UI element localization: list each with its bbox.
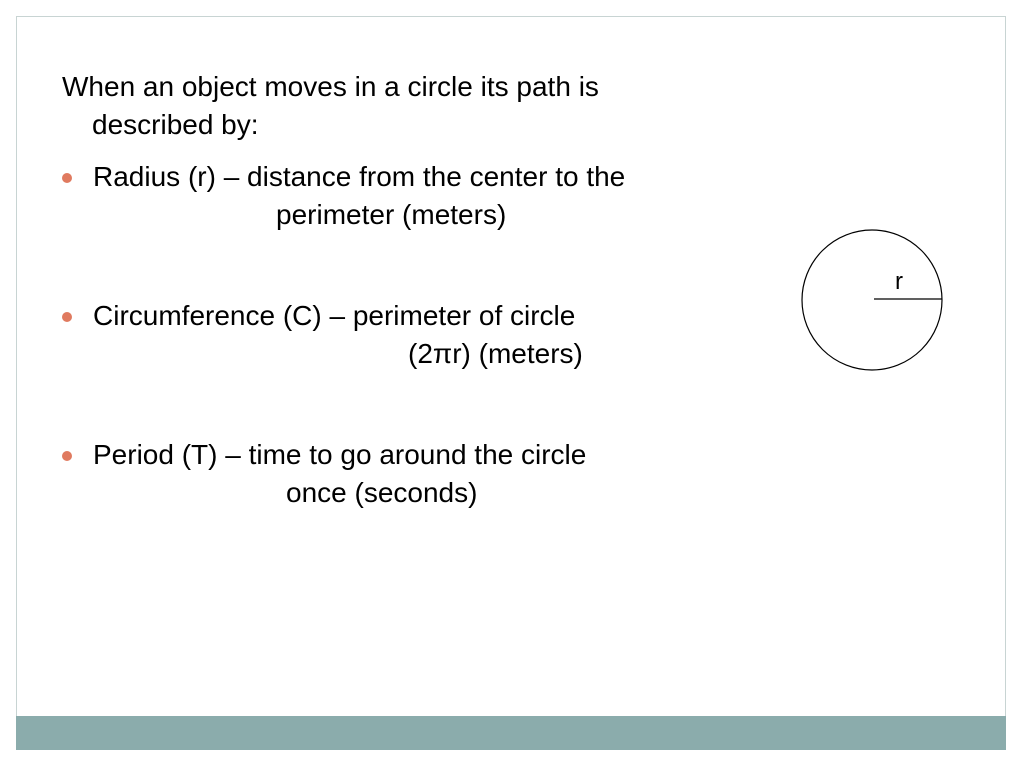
bullet-period-continuation: once (seconds) xyxy=(286,477,478,508)
bullet-circumference-text: Circumference (C) – perimeter of circle xyxy=(93,300,576,331)
intro-text xyxy=(62,68,782,144)
footer-bar xyxy=(16,716,1006,750)
radius-label: r xyxy=(895,268,903,295)
bullet-dot-icon xyxy=(62,312,72,322)
circle-diagram xyxy=(798,227,948,373)
intro-line-2: described by: xyxy=(92,109,259,140)
bullet-period-text: Period (T) – time to go around the circle xyxy=(93,439,587,470)
bullet-dot-icon xyxy=(62,173,72,183)
bullet-radius-text: Radius (r) – distance from the center to the xyxy=(93,161,626,192)
circle-outline xyxy=(802,230,942,370)
bullet-dot-icon xyxy=(62,451,72,461)
bullet-circumference-continuation: (2πr) (meters) xyxy=(408,338,583,369)
intro-line-1: When an object moves in a circle its path is xyxy=(62,71,599,102)
bullet-radius-continuation: perimeter (meters) xyxy=(276,199,507,230)
